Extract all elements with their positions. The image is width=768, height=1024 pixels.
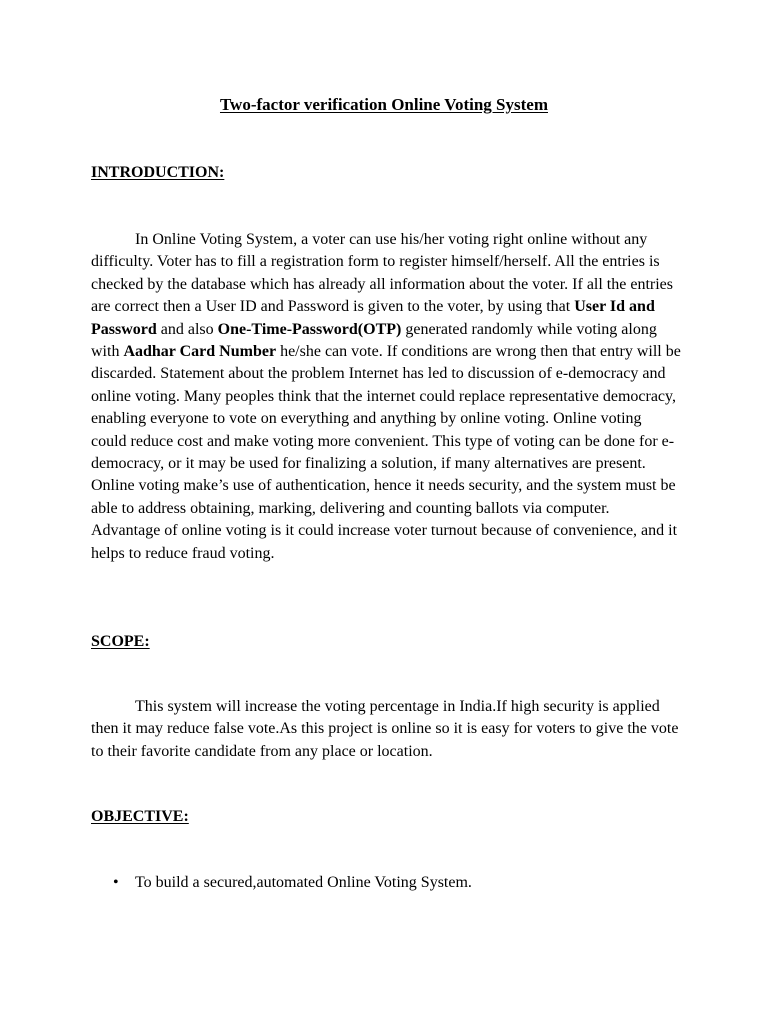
objective-list	[91, 872, 681, 894]
introduction-bold-credentials: User Id and Password	[91, 298, 655, 338]
scope-paragraph: This system will increase the voting percentage in India.If high security is applied then it may reduce false vote.As this project is online so it is easy for voters to give the vote to their favorite candidate from any place or location.	[91, 698, 679, 760]
introduction-bold-aadhar: Aadhar Card Number	[123, 343, 277, 361]
bullet-icon: •	[113, 874, 119, 891]
introduction-text-3: generated randomly while voting along with	[91, 320, 657, 361]
introduction-text-4: he/she can vote. If conditions are wrong then that entry will be discarded. Statement about the problem Internet has led to discussion of e-democracy and online voting. Many peoples think that the internet could replace representative democracy, enabling everyone to vote on everything and anything by online voting. Online voting could reduce cost and make voting more convenient. This type of voting can be done for e-democracy, or it may be used for finalizing a solution, if many alternatives are present. Online voting make’s use of authentication, hence it needs security, and the system must be able to address obtaining, marking, delivering and counting ballots via computer. Advantage of online voting is it could increase voter turnout because of convenience, and it helps to reduce fraud voting.	[91, 343, 681, 562]
scope-heading: SCOPE:	[91, 633, 150, 650]
introduction-text-1: In Online Voting System, a voter can use his/her voting right online without any difficulty. Voter has to fill a registration form to register himself/herself. All the entries is checked by the database which has already all information about the voter. If all the entries are correct then a User ID and Password is given to the voter, by using that	[91, 231, 673, 316]
objective-item-text: To build a secured,automated Online Voting System.	[135, 874, 472, 891]
document-title: Two-factor verification Online Voting System	[219, 95, 548, 114]
list-item	[91, 872, 681, 894]
introduction-text-2: and also	[156, 320, 218, 338]
introduction-bold-otp: One-Time-Password(OTP)	[217, 320, 402, 338]
objective-heading: OBJECTIVE:	[91, 808, 189, 825]
introduction-paragraph	[91, 229, 681, 565]
introduction-heading: INTRODUCTION:	[91, 164, 225, 181]
